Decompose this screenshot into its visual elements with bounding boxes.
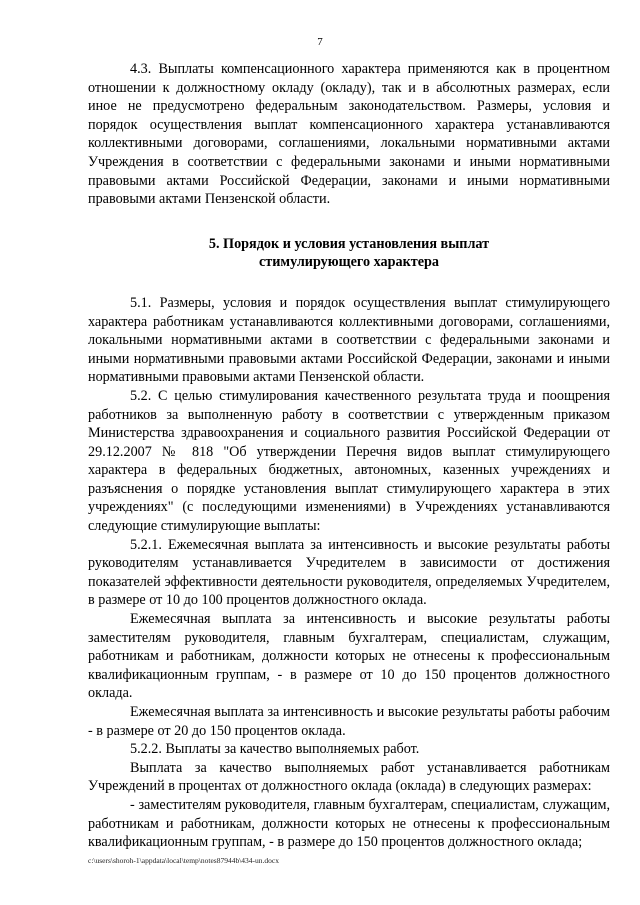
paragraph-5-2: 5.2. С целью стимулирования качественного результата труда и поощрения работников за выполненную работу в соответствии с утвержденным приказом Министерства здравоохранения и социального развития Российской Федерации от 29.12.2007 № 818 "Об утверждении Перечня видов выплат стимулирующего характера в федеральных бюджетных, автономных, казенных учреждениях и разъяснения о порядке установления выплат стимулирующего характера в этих учреждениях" (с последующими изменениями) в Учреждениях устанавливаются следующие стимулирующие выплаты: — [88, 387, 610, 535]
paragraph-deputies: Ежемесячная выплата за интенсивность и высокие результаты работы заместителям руководителя, главным бухгалтерам, специалистам, служащим, работникам и работникам, должности которых не отнесены к профессиональным квалификационным группам, - в размере от 10 до 150 процентов должностного оклада. — [88, 611, 610, 702]
paragraph-quality: Выплата за качество выполняемых работ устанавливается работникам Учреждений в процентах от должностного оклада (оклада) в следующих размерах: — [88, 759, 610, 795]
paragraph-workers: Ежемесячная выплата за интенсивность и высокие результаты работы рабочим - в размере от 20 до 150 процентов оклада. — [88, 704, 610, 739]
paragraph-5-2-1: 5.2.1. Ежемесячная выплата за интенсивность и высокие результаты работы руководителям устанавливается Учредителем в зависимости от достижения показателей эффективности деятельности руководителя, определяемых Учредителем, в размере от 10 до 100 процентов должностного оклада. — [88, 536, 610, 609]
section-heading-line2: стимулирующего характера — [258, 254, 440, 271]
document-body — [88, 60, 610, 852]
page-number: 7 — [317, 36, 323, 48]
section-heading-line1: 5. Порядок и условия установления выплат — [208, 235, 490, 252]
paragraph-5-1: 5.1. Размеры, условия и порядок осуществления выплат стимулирующего характера работникам устанавливаются коллективными договорами, соглашениями, локальными нормативными актами в соответствии с федеральными законами и иными нормативными правовыми актами Российской Федерации, законами и иными нормативными правовыми актами Пензенской области. — [88, 294, 610, 386]
paragraph-list-item: - заместителям руководителя, главным бухгалтерам, специалистам, служащим, работникам и работникам, должности которых не отнесены к профессиональным квалификационным группам, - в размере до 150 процентов должностного оклада; — [88, 796, 610, 851]
paragraph-4-3: 4.3. Выплаты компенсационного характера применяются как в процентном отношении к должностному окладу (окладу), так и в абсолютных размерах, если иное не предусмотрено федеральным законодательством. Размеры, условия и порядок осуществления выплат компенсационного характера устанавливаются коллективными договорами, соглашениями, локальными нормативными актами Учреждения в соответствии с федеральными законами и иными нормативными правовыми актами Российской Федерации, законами и иными нормативными правовыми актами Пензенской области. — [88, 61, 610, 208]
section-heading — [88, 235, 610, 272]
footer-file-path: c:\users\shoroh-1\appdata\local\temp\notes87944b\434-un.docx — [88, 856, 280, 865]
paragraph-5-2-2: 5.2.2. Выплаты за качество выполняемых работ. — [130, 741, 420, 758]
